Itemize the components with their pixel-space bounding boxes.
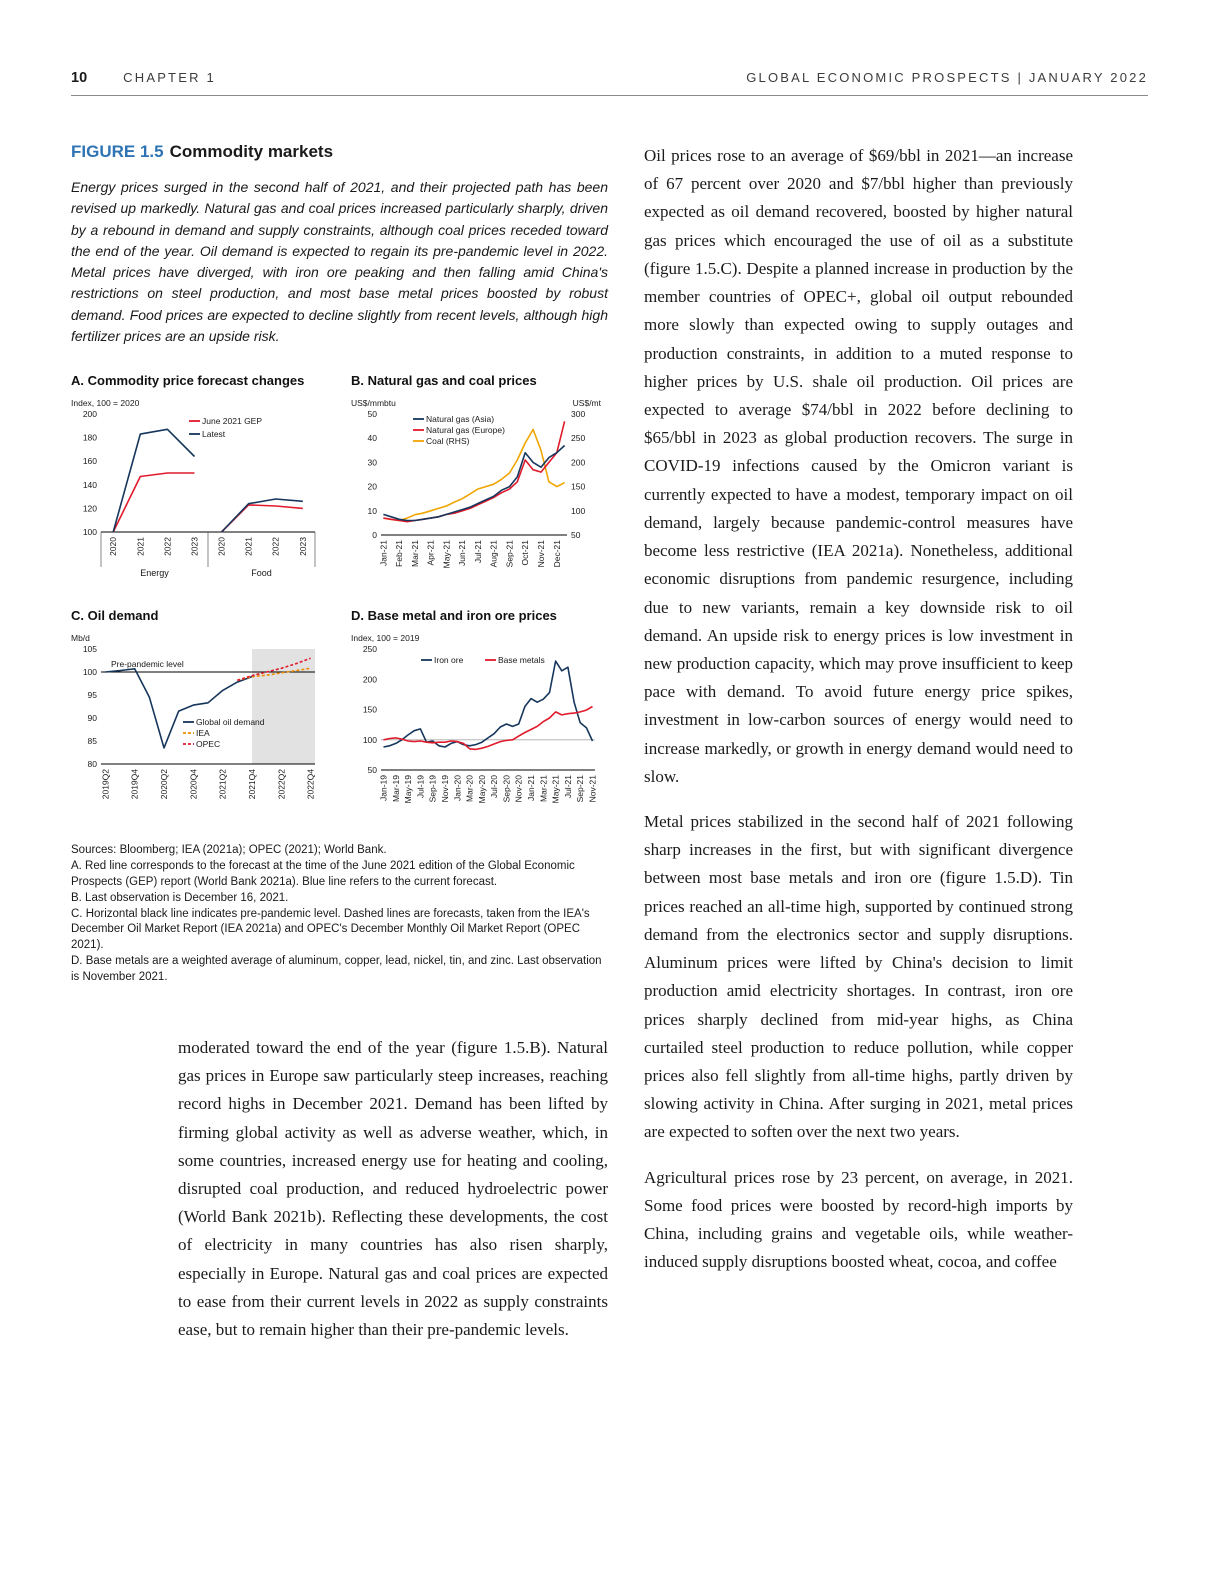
header-rule — [71, 95, 1148, 96]
svg-text:Nov-21: Nov-21 — [587, 775, 598, 803]
body-paragraph-agriculture: Agricultural prices rose by 23 percent, on average, in 2021. Some food prices were boosted by record-high imports by China, including grains and vegetable oils, while weather-induced supply disruptions boosted wheat, cocoa, and coffee — [644, 1167, 1073, 1272]
page-number: 10 — [71, 70, 88, 86]
svg-text:Apr-21: Apr-21 — [425, 540, 436, 566]
svg-text:2020Q2: 2020Q2 — [159, 769, 169, 800]
svg-text:200: 200 — [82, 409, 97, 420]
panel-b — [351, 373, 601, 584]
svg-text:2022: 2022 — [162, 537, 173, 557]
figure-panels-grid — [71, 373, 608, 819]
svg-text:Sep-21: Sep-21 — [504, 540, 515, 568]
svg-text:50: 50 — [571, 530, 581, 541]
svg-text:Nov-20: Nov-20 — [513, 775, 524, 803]
svg-text:2023: 2023 — [189, 537, 200, 557]
chart-commodity-price-forecast — [71, 398, 321, 579]
svg-text:Latest: Latest — [202, 429, 226, 440]
svg-text:Dec-21: Dec-21 — [551, 540, 562, 568]
svg-text:Nov-21: Nov-21 — [536, 540, 546, 568]
panel-a-title: A. Commodity price forecast changes — [71, 373, 305, 389]
svg-text:100: 100 — [362, 734, 377, 745]
svg-text:May-20: May-20 — [476, 775, 487, 804]
panel-d-title: D. Base metal and iron ore prices — [351, 608, 557, 624]
svg-text:Natural gas (Europe): Natural gas (Europe) — [426, 425, 505, 436]
svg-text:2019Q4: 2019Q4 — [129, 769, 140, 800]
svg-text:May-21: May-21 — [550, 775, 561, 804]
svg-text:Jan-21: Jan-21 — [526, 775, 536, 802]
svg-text:100: 100 — [82, 667, 97, 678]
body-paragraph-oil: Oil prices rose to an average of $69/bbl in 2021—an increase of 67 percent over 2020 and $7/bbl higher than previously expected as oil demand recovered, boosted by higher natural gas prices which encouraged the use of oil as a substitute (figure 1.5.C). Despite a planned increase in production by the member countries of OPEC+, global oil output rebounded more slowly than expected owing to supply outages and production constraints, in addition to a muted response to higher prices by U.S. shale oil production. Oil prices are expected to average $74/bbl in 2022 before declining to $65/bbl in 2023 as global production recovers. The surge in COVID-19 infections caused by the Omicron variant is currently expected to have a modest, temporary impact on oil demand, largely because pandemic-control measures have become less restrictive (IEA 2021a). Nonetheless, additional economic disruptions from pandemic resurgence, including due to new variants, remain a key downside risk to oil demand. An upside risk to energy prices is low investment in new production capacity, which may prove insufficient to keep pace with demand. To avoid future energy price spikes, investment in low-carbon sources of energy would need to increase markedly, or growth in energy demand would need to slow. — [644, 146, 1073, 786]
note-a: A. Red line corresponds to the forecast at the time of the June 2021 edition of the Global Economic Prospects (GEP) report (World Bank 2021a). Blue line refers to the current forecast. — [71, 859, 575, 888]
svg-text:2021Q2: 2021Q2 — [217, 769, 228, 800]
figure-number: FIGURE 1.5 — [71, 142, 164, 161]
svg-text:150: 150 — [362, 704, 377, 715]
svg-text:80: 80 — [87, 759, 97, 770]
body-paragraph-metals: Metal prices stabilized in the second half of 2021 following sharp increases in the first, but with significant divergence between most base metals and iron ore (figure 1.5.D). Tin prices reached an all-time high, supported by continued strong demand from the electronics sector and supply disruptions. Aluminum prices were lifted by China's decision to limit production amid electricity shortages. In contrast, iron ore prices sharply declined from mid-year highs, as China curtailed steel production to reduce pollution, while copper prices also fell slightly from all-time highs, partly driven by slowing activity in China. After surging in 2021, metal prices are expected to soften over the next two years. — [644, 812, 1073, 1142]
svg-text:Nov-19: Nov-19 — [440, 775, 450, 803]
svg-text:2019Q2: 2019Q2 — [100, 769, 111, 800]
svg-text:IEA: IEA — [196, 728, 210, 739]
chart-base-metal-iron-ore — [351, 633, 601, 819]
svg-text:Mar-21: Mar-21 — [409, 540, 420, 568]
svg-text:Jun-21: Jun-21 — [457, 540, 468, 567]
svg-text:105: 105 — [82, 644, 97, 655]
note-b: B. Last observation is December 16, 2021. — [71, 891, 289, 904]
note-c: C. Horizontal black line indicates pre-pandemic level. Dashed lines are forecasts, taken from the IEA's December Oil Market Report (IEA 2021a) and OPEC's December Monthly Oil Market Report (OPEC 2021). — [71, 907, 590, 952]
note-d: D. Base metals are a weighted average of aluminum, copper, lead, nickel, tin, and zinc. Last observation is November 2021. — [71, 955, 602, 983]
svg-text:Aug-21: Aug-21 — [488, 540, 499, 568]
svg-text:June 2021 GEP: June 2021 GEP — [202, 416, 263, 427]
svg-text:2020Q4: 2020Q4 — [188, 769, 199, 800]
svg-text:250: 250 — [362, 644, 377, 655]
figure-summary: Energy prices surged in the second half of 2021, and their projected path has been revised up markedly. Natural gas and coal prices increased particularly sharply, driven by a rebound in demand and supply constraints, although coal prices receded toward the end of the year. Oil demand is expected to regain its pre-pandemic level in 2022. Metal prices have diverged, with iron ore peaking and then falling amid China's restrictions on steel production, and most base metal prices boosted by robust demand. Food prices are expected to decline slightly from recent levels, although high fertilizer prices are an upside risk. — [71, 179, 608, 344]
svg-text:2021: 2021 — [135, 537, 146, 557]
svg-text:300: 300 — [571, 409, 586, 420]
svg-text:2021Q4: 2021Q4 — [247, 769, 257, 800]
svg-text:Energy: Energy — [140, 568, 169, 579]
svg-text:Global oil demand: Global oil demand — [196, 717, 265, 728]
svg-text:200: 200 — [362, 674, 377, 685]
svg-text:Pre-pandemic level: Pre-pandemic level — [111, 659, 184, 670]
left-column — [71, 142, 608, 1344]
svg-text:2020: 2020 — [216, 537, 227, 557]
svg-text:90: 90 — [87, 713, 97, 724]
svg-text:Mb/d: Mb/d — [71, 633, 90, 644]
panel-c — [71, 608, 321, 819]
svg-text:2022: 2022 — [270, 537, 281, 557]
header-left — [71, 70, 216, 86]
panel-a — [71, 373, 321, 584]
svg-text:Jul-21: Jul-21 — [562, 775, 573, 799]
svg-text:10: 10 — [367, 505, 377, 516]
svg-text:Food: Food — [251, 568, 272, 579]
svg-text:Jan-19: Jan-19 — [378, 775, 389, 802]
svg-text:Iron ore: Iron ore — [434, 655, 464, 666]
svg-text:2023: 2023 — [297, 537, 308, 557]
svg-text:May-21: May-21 — [441, 540, 452, 569]
svg-text:Mar-19: Mar-19 — [390, 775, 401, 803]
svg-text:40: 40 — [367, 433, 377, 444]
svg-text:200: 200 — [571, 457, 586, 468]
svg-text:Coal (RHS): Coal (RHS) — [426, 436, 470, 447]
figure-title — [71, 142, 608, 162]
svg-text:May-19: May-19 — [403, 775, 414, 804]
svg-text:Base metals: Base metals — [498, 655, 545, 666]
svg-text:50: 50 — [367, 765, 377, 776]
svg-text:OPEC: OPEC — [196, 739, 221, 750]
figure-name: Commodity markets — [169, 142, 334, 161]
svg-text:250: 250 — [571, 433, 586, 444]
svg-text:Oct-21: Oct-21 — [520, 540, 531, 566]
svg-text:Feb-21: Feb-21 — [394, 540, 405, 568]
panel-c-title: C. Oil demand — [71, 608, 159, 624]
svg-text:Natural gas (Asia): Natural gas (Asia) — [426, 414, 495, 425]
report-title: GLOBAL ECONOMIC PROSPECTS | JANUARY 2022 — [746, 70, 1148, 85]
body-paragraph-left: moderated toward the end of the year (figure 1.5.B). Natural gas prices in Europe saw particularly steep increases, reaching record highs in December 2021. Demand has been lifted by firming global activity as well as adverse weather, which, in some countries, increased energy use for heating and cooling, disrupted coal production, and reduced hydroelectric power (World Bank 2021b). Reflecting these developments, the cost of electricity in many countries has also risen sharply, especially in Europe. Natural gas and coal prices are expected to ease from their current levels in 2022 as supply constraints ease, but to remain higher than their pre-pandemic levels. — [178, 1037, 608, 1340]
svg-text:160: 160 — [82, 456, 97, 467]
chart-oil-demand — [71, 633, 321, 815]
svg-text:Jul-20: Jul-20 — [489, 775, 500, 799]
svg-text:2020: 2020 — [108, 537, 119, 557]
svg-text:100: 100 — [82, 527, 97, 538]
svg-text:Jul-19: Jul-19 — [415, 775, 426, 799]
right-column — [644, 142, 1073, 1344]
sources-line: Sources: Bloomberg; IEA (2021a); OPEC (2021); World Bank. — [71, 844, 387, 857]
panel-d — [351, 608, 601, 819]
svg-text:30: 30 — [367, 457, 377, 468]
svg-text:Sep-20: Sep-20 — [501, 775, 512, 803]
svg-text:95: 95 — [87, 690, 97, 701]
svg-text:2022Q4: 2022Q4 — [305, 769, 316, 800]
svg-text:Sep-21: Sep-21 — [575, 775, 586, 803]
panel-b-title: B. Natural gas and coal prices — [351, 373, 537, 389]
chapter-label: CHAPTER 1 — [123, 70, 216, 85]
svg-text:85: 85 — [87, 736, 97, 747]
svg-text:US$/mt: US$/mt — [572, 398, 601, 409]
page-header — [71, 70, 1148, 86]
chart-natural-gas-coal-prices — [351, 398, 601, 584]
svg-text:180: 180 — [82, 432, 97, 443]
svg-text:Mar-21: Mar-21 — [538, 775, 549, 803]
svg-text:US$/mmbtu: US$/mmbtu — [351, 398, 396, 409]
svg-text:150: 150 — [571, 481, 586, 492]
svg-text:140: 140 — [82, 479, 97, 490]
svg-text:Jan-20: Jan-20 — [452, 775, 463, 802]
svg-text:Index, 100 = 2020: Index, 100 = 2020 — [71, 398, 140, 409]
svg-text:2021: 2021 — [243, 537, 254, 557]
svg-text:100: 100 — [571, 505, 586, 516]
svg-text:Jan-21: Jan-21 — [378, 540, 389, 567]
two-column-layout — [71, 142, 1148, 1344]
svg-text:20: 20 — [367, 481, 377, 492]
figure-notes — [71, 843, 608, 986]
svg-text:2022Q2: 2022Q2 — [276, 769, 287, 800]
svg-text:50: 50 — [367, 409, 377, 420]
svg-text:Jul-21: Jul-21 — [472, 540, 483, 564]
svg-text:0: 0 — [372, 530, 377, 541]
svg-text:120: 120 — [82, 503, 97, 514]
svg-text:Index, 100 = 2019: Index, 100 = 2019 — [351, 633, 420, 644]
svg-text:Mar-20: Mar-20 — [464, 775, 475, 803]
svg-text:Sep-19: Sep-19 — [427, 775, 438, 803]
